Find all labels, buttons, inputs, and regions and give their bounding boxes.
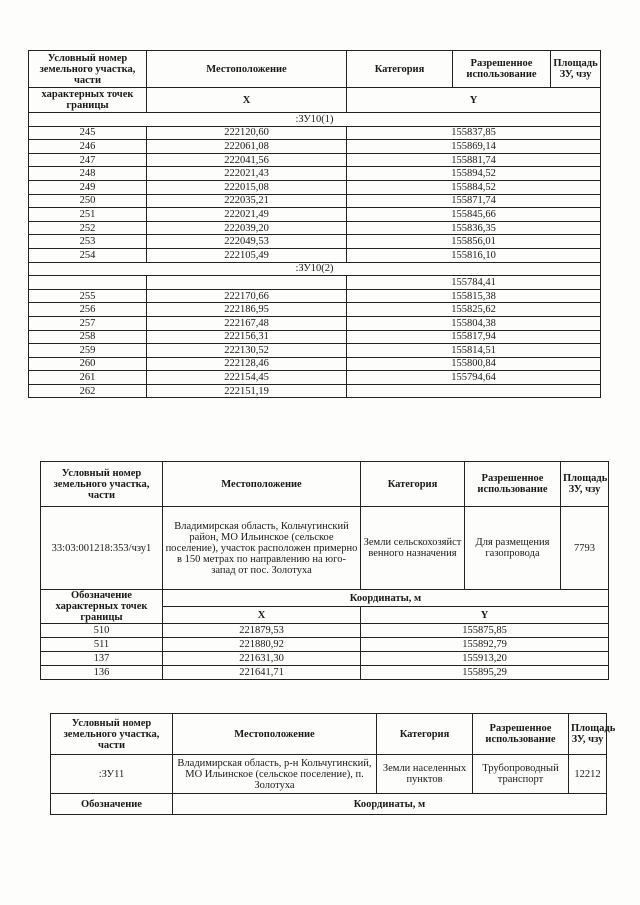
cell-y: 155845,66 [347, 208, 601, 222]
parcel-table-chzu1 [40, 461, 609, 680]
header-area: Площадь ЗУ, чзу [551, 51, 601, 88]
cell-y: 155895,29 [361, 666, 609, 680]
cell-y: 155884,52 [347, 180, 601, 194]
table-row [29, 221, 601, 235]
parcel-location: Владимирская область, р-н Кольчугинский, МО Ильинское (сельское поселение), п. Золотуха [173, 755, 377, 794]
parcel-number: 33:03:001218:353/чзу1 [41, 507, 163, 590]
cell-x: 222039,20 [147, 221, 347, 235]
cell-point-number: 262 [29, 384, 147, 398]
cell-y: 155817,94 [347, 330, 601, 344]
cell-point-number: 255 [29, 289, 147, 303]
parcel-permitted-use: Для размещения газопровода [465, 507, 561, 590]
header-boundary-points: характерных точек границы [29, 88, 147, 113]
table-header-row [41, 462, 609, 507]
table-row [29, 248, 601, 262]
cell-point-number: 256 [29, 303, 147, 317]
header-y: Y [361, 607, 609, 624]
cell-x: 222120,60 [147, 126, 347, 140]
table-row [29, 289, 601, 303]
cell-y: 155837,85 [347, 126, 601, 140]
coord-title-row [41, 590, 609, 607]
cell-x: 222128,46 [147, 357, 347, 371]
cell-point-number: 248 [29, 167, 147, 181]
parcel-permitted-use: Трубопроводный транспорт [473, 755, 569, 794]
parcel-row [41, 507, 609, 590]
table-row [41, 624, 609, 638]
section2-rows [29, 289, 601, 398]
section-label: :ЗУ10(2) [29, 262, 601, 276]
table-row [29, 316, 601, 330]
header-area: Площадь ЗУ, чзу [569, 714, 607, 755]
table-row [29, 208, 601, 222]
cell-y: 155892,79 [361, 638, 609, 652]
cell-point-number: 254 [29, 248, 147, 262]
cell-y: 155825,62 [347, 303, 601, 317]
cell-point-number: 257 [29, 316, 147, 330]
table-row [29, 153, 601, 167]
header-parcel-number: Условный номер земельного участка, части [41, 462, 163, 507]
coord-header-row [29, 88, 601, 113]
section1-rows [29, 126, 601, 262]
cell-y: 155814,51 [347, 344, 601, 358]
cell-y: 155913,20 [361, 652, 609, 666]
cell-y: 155871,74 [347, 194, 601, 208]
table-row [29, 180, 601, 194]
header-coordinates: Координаты, м [163, 590, 609, 607]
header-location: Местоположение [147, 51, 347, 88]
header-x: X [147, 88, 347, 113]
cell-point-number: 250 [29, 194, 147, 208]
table-row [29, 330, 601, 344]
cell-point-number: 258 [29, 330, 147, 344]
header-parcel-number: Условный номер земельного участка, части [51, 714, 173, 755]
table-row [41, 638, 609, 652]
table-row [29, 235, 601, 249]
cell-x: 222186,95 [147, 303, 347, 317]
header-parcel-number: Условный номер земельного участка, части [29, 51, 147, 88]
cell-point-number: 510 [41, 624, 163, 638]
cell-point-number: 253 [29, 235, 147, 249]
header-y: Y [347, 88, 601, 113]
cell-point-number: 246 [29, 140, 147, 154]
table-row [41, 666, 609, 680]
cell-point-number: 252 [29, 221, 147, 235]
parcel-area: 12212 [569, 755, 607, 794]
cell-x: 222151,19 [147, 384, 347, 398]
coordinate-rows [41, 624, 609, 680]
cell-x: 222061,08 [147, 140, 347, 154]
cell-x: 222041,56 [147, 153, 347, 167]
section-label: :ЗУ10(1) [29, 113, 601, 127]
header-area: Площадь ЗУ, чзу [561, 462, 609, 507]
cell-point-number: 251 [29, 208, 147, 222]
cell-point-number: 137 [41, 652, 163, 666]
header-permitted-use: Разрешенное использование [453, 51, 551, 88]
cell-point-number: 511 [41, 638, 163, 652]
cell-y [347, 384, 601, 398]
table-row [29, 140, 601, 154]
header-location: Местоположение [173, 714, 377, 755]
cell-y: 155800,84 [347, 357, 601, 371]
header-boundary-points: Обозначение характерных точек границы [41, 590, 163, 624]
coord-title-row [51, 794, 607, 815]
table-row [29, 344, 601, 358]
table-header-row [51, 714, 607, 755]
cell-x: 221879,53 [163, 624, 361, 638]
header-category: Категория [361, 462, 465, 507]
parcel-table-zu11 [50, 713, 616, 815]
cell-point-number: 136 [41, 666, 163, 680]
cell-x: 222015,08 [147, 180, 347, 194]
cell-x: 222021,49 [147, 208, 347, 222]
cell-y: 155794,64 [347, 371, 601, 385]
cell-x: 222170,66 [147, 289, 347, 303]
cell-y: 155894,52 [347, 167, 601, 181]
table-row [29, 384, 601, 398]
table-header-row [29, 51, 601, 88]
cell-x: 222167,48 [147, 316, 347, 330]
cell-point-number: 261 [29, 371, 147, 385]
cell-y: 155804,38 [347, 316, 601, 330]
section-row [29, 262, 601, 276]
cell-point-number: 247 [29, 153, 147, 167]
header-location: Местоположение [163, 462, 361, 507]
cell-x: 222035,21 [147, 194, 347, 208]
table-row [41, 652, 609, 666]
cell-y: 155875,85 [361, 624, 609, 638]
coordinates-table-zu10 [28, 50, 601, 398]
table-row [29, 303, 601, 317]
table-row [29, 126, 601, 140]
cell-point-number: 249 [29, 180, 147, 194]
table-row [29, 371, 601, 385]
header-coordinates: Координаты, м [173, 794, 607, 815]
cell-y: 155856,01 [347, 235, 601, 249]
parcel-area: 7793 [561, 507, 609, 590]
cell-y: 155784,41 [347, 276, 601, 290]
cell-y: 155815,38 [347, 289, 601, 303]
parcel-category: Земли населенных пунктов [377, 755, 473, 794]
header-category: Категория [347, 51, 453, 88]
cell-x: 222049,53 [147, 235, 347, 249]
header-category: Категория [377, 714, 473, 755]
cell-x: 222130,52 [147, 344, 347, 358]
cell-x: 221631,30 [163, 652, 361, 666]
parcel-number: :ЗУ11 [51, 755, 173, 794]
parcel-row [51, 755, 607, 794]
parcel-location: Владимирская область, Кольчугинский район, МО Ильинское (сельское поселение), участок расположен примерно в 150 метрах по направлению на юго-запад от пос. Золотуха [163, 507, 361, 590]
cell-point-number: 245 [29, 126, 147, 140]
header-boundary-points: Обозначение [51, 794, 173, 815]
cell-y: 155869,14 [347, 140, 601, 154]
table-row [29, 167, 601, 181]
table-row [29, 194, 601, 208]
cell-point-number: 259 [29, 344, 147, 358]
section-row [29, 113, 601, 127]
header-permitted-use: Разрешенное использование [465, 462, 561, 507]
cell-x: 222154,45 [147, 371, 347, 385]
cell-point-number: 260 [29, 357, 147, 371]
cell-x: 221880,92 [163, 638, 361, 652]
cell-y: 155836,35 [347, 221, 601, 235]
cell-x: 222156,31 [147, 330, 347, 344]
cell-x: 221641,71 [163, 666, 361, 680]
table-row [29, 276, 601, 290]
header-permitted-use: Разрешенное использование [473, 714, 569, 755]
table-row [29, 357, 601, 371]
header-x: X [163, 607, 361, 624]
cell-x: 222021,43 [147, 167, 347, 181]
cell-y: 155816,10 [347, 248, 601, 262]
cell-x: 222105,49 [147, 248, 347, 262]
parcel-category: Земли сельскохозяйственного назначения [361, 507, 465, 590]
cell-y: 155881,74 [347, 153, 601, 167]
